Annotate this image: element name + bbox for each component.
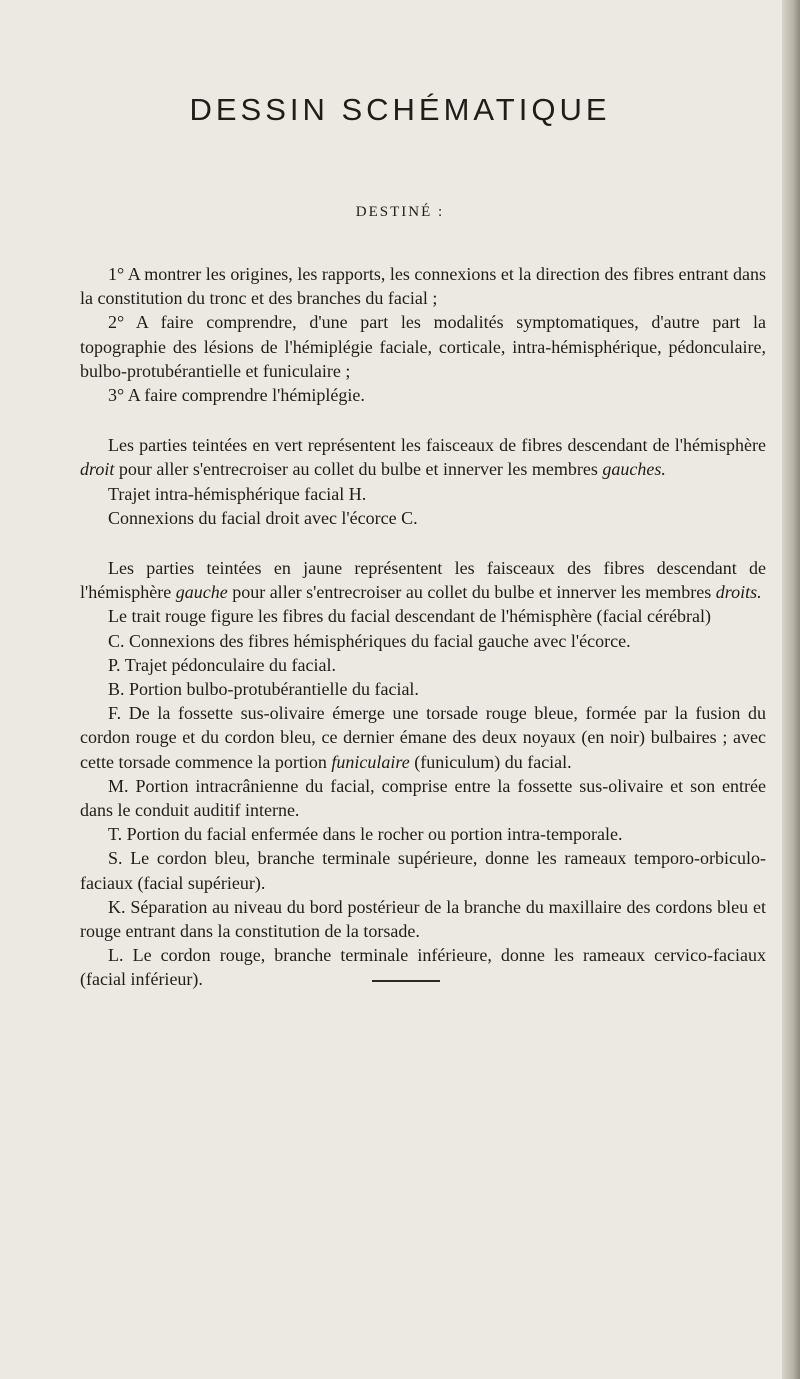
green-paragraph [80,433,766,481]
spacer [80,407,766,433]
legend-key: M. [108,775,129,796]
list-text: A faire comprendre l'hémiplégie. [127,385,365,406]
legend-text: Trajet pédonculaire du facial. [124,654,336,675]
green-text-a: Les parties teintées en vert représentent les faisceaux de fibres descendant de l'hémisphère [108,435,766,456]
green-text-b: pour aller s'entrecroiser au collet du bulbe et innerver les membres [118,459,598,480]
legend-text-a: De la fossette sus-olivaire émerge une torsade rouge bleue, formée par la fusion du cordon rouge et du cordon bleu, ce dernier émane des deux noyaux (en noir) bulbaires ; avec cette torsade commence la portion [80,703,766,772]
page-subtitle: DESTINÉ : [355,204,445,220]
list-number: 2° [108,312,125,333]
legend-text: Portion bulbo-protubérantielle du facial. [129,679,419,700]
page-title: DESSIN SCHÉMATIQUE [189,92,611,127]
legend-text: Portion intracrânienne du facial, comprise entre la fossette sus-olivaire et son entrée dans le conduit auditif interne. [80,775,766,821]
yellow-paragraph [80,556,766,604]
legend-key: T. [108,824,123,845]
legend-key: B. [108,679,125,700]
legend-text: Connexions des fibres hémisphériques du facial gauche avec l'écorce. [129,630,631,651]
legend-em: funiculaire [331,751,410,772]
green-em-a: droit [80,459,115,480]
legend-item-b [80,677,766,701]
legend-text: Le cordon rouge, branche terminale inférieure, donne les rameaux cervico-faciaux (facial inférieur). [80,945,767,990]
yellow-text-a: Les parties teintées en jaune représentent les faisceaux des fibres descendant de l'hémisphère [80,558,766,603]
list-item-2 [80,310,766,383]
legend-key: P. [108,654,121,675]
document-body [80,262,766,992]
yellow-em-b: droits. [715,582,762,603]
legend-key: L. [108,945,124,966]
legend-text: Le cordon bleu, branche terminale supérieure, donne les rameaux temporo-orbiculo-faciaux (facial supérieur). [80,848,766,893]
list-number: 3° [108,385,125,406]
spacer [80,530,766,556]
red-line-paragraph: Le trait rouge figure les fibres du facial descendant de l'hémisphère (facial cérébral) [108,606,711,627]
green-line-3: Connexions du facial droit avec l'écorce C. [108,507,418,528]
legend-key: S. [108,848,123,869]
list-item-1 [80,262,766,310]
legend-text: Séparation au niveau du bord postérieur de la branche du maxillaire des cordons bleu et rouge entrant dans la constitution de la torsade. [80,896,766,942]
legend-item-m [80,774,766,822]
legend-item-f [80,701,766,774]
green-em-b: gauches. [602,459,666,480]
yellow-text-b: pour aller s'entrecroiser au collet du bulbe et innerver les membres [232,582,712,603]
legend-item-t [80,822,766,846]
legend-item-l [80,943,766,991]
list-item-3 [80,383,766,407]
legend-item-s [80,846,766,894]
legend-item-c [80,629,766,653]
closing-rule [372,980,440,982]
legend-key: C. [108,630,125,651]
list-text: A montrer les origines, les rapports, les connexions et la direction des fibres entrant dans la constitution du tronc et des branches du facial ; [80,264,766,309]
legend-item-k [80,895,766,943]
list-text: A faire comprendre, d'une part les modalités symptomatiques, d'autre part la topographie des lésions de l'hémiplégie faciale, corticale, intra-hémisphérique, pédonculaire, bulbo-protubérantielle et funiculaire ; [80,312,766,381]
legend-item-p [80,653,766,677]
list-number: 1° [108,264,125,284]
legend-key: F. [108,703,122,724]
green-line-2: Trajet intra-hémisphérique facial H. [108,483,367,504]
yellow-em-a: gauche [175,582,228,603]
legend-text: Portion du facial enfermée dans le rocher ou portion intra-temporale. [126,824,623,845]
legend-key: K. [108,896,126,917]
legend-text-b: (funiculum) du facial. [414,751,572,772]
